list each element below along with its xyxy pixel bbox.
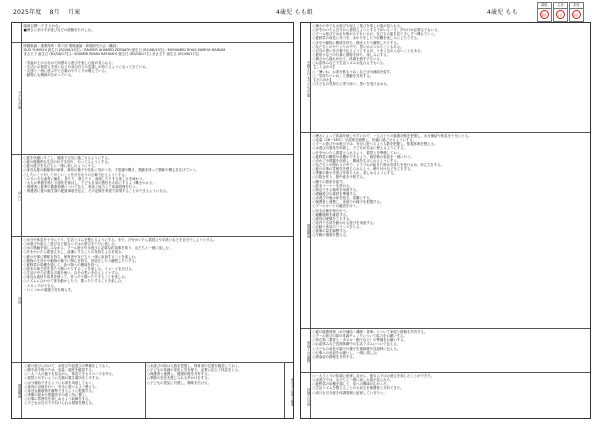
class-name-right: 4歳児 もも (487, 9, 518, 16)
environment-row (12, 363, 293, 418)
row-label: 評価と反省 (301, 373, 311, 418)
environment-right-column: ○水遊びの際は人数を把握し、保育者の位置を確認しておく。 ○子どもの体調の変化に気を配り、必要に応じて休息をとる。 ○保護者と連携し、健康状態を共有する。 ○季節の変化を感じられる声かけをする。 ○子どもの発見に共感し、興味を広げる。 保育者の援助と配慮 (146, 363, 294, 418)
row-label: 内容 (12, 237, 22, 362)
row-content: ○一人ひとりの体調に留意しながら、夏ならではの遊びを楽しむことができた。 ○水遊びでは、友だちと一緒に楽しむ姿が見られた。 ○夏野菜の収穫を通して、食への興味が広がった。 ○生活リズムを整えることの大切さを保護者と共有できた。 ○来月も引き続き体調管理に留意していきたい。 (312, 374, 435, 395)
row-content: ○夏を快適にすごし、健康で元気に過ごせるようにする。 ○夏の健康的な生活の仕方を知り、やってみようとする。 ○夏の遊びを友だちと一緒に楽しむようにする。 ○身近な夏の動植物の飼育、栽培の様子や変化に気がつき、不思議や驚き、感動を持って興味や関心を広げていく。 ○したいことやしてほしいことを自分なりの言葉で伝えようとする。 ・いろいろな素材に触れ、見たり、感じたり、表現したりする楽しさを味わう。 ・大人が季節を感じる感性を伸ばし、子ども自身の感性を大切にするよう働きかける。 ・保護者に夏季の健康管理について伝え、家庭と協力して体調管理を行う。 ・保護者に夏の衛生面の配慮事項を伝え、その記憶を家庭で再現することができるようになる。 (23, 156, 200, 194)
environment-setup-row (301, 133, 590, 329)
row-label (12, 23, 22, 42)
row-label: ねらい (12, 155, 22, 236)
row-label: 予想される子どもの姿 (301, 23, 311, 132)
stamp-box-teacher (569, 2, 584, 22)
plan-type: 月案 (67, 9, 81, 16)
side-label: 保育者の援助と配慮 (284, 363, 293, 418)
row-content: ○暑さによって体調を崩しやすいので、一人ひとりの健康状態を把握し、水分補給や休息を十分にとる。 ○室温（26〜28℃）や湿度を調整し、快適に過ごせるようにする。 ○プール遊びや水遊びでは、安全に遊べるよう人数を把握し、監視体制を整える。 ○水遊びの道具を用意し、子どもが自由に使えるようにする。 ○汗をかいたら着替えられるよう、着替えを準備しておく。 ○夏野菜の観察や収穫ができるよう、栽培物の世話を一緒に行う。 ○虫かごや図鑑を用意し、興味を広げられるようにする。 ○友だちとの関わりの中で、トラブルが起きた時は気持ちを受け止め、仲立ちをする。 ○夏の行事の雰囲気を感じられるよう、飾り付けなどを工夫する。 ○季節の歌や手遊びを取り入れ、楽しめるようにする。 ○日陰を作り、熱中症を予防する。 ○帽子の着用を促す。 ○絵本コーナーを設ける。 ○休息できる場所を用意する。 ○感触遊びの素材を準備する。 ○水遊びの後は体を拭き、清潔にする。 ○保護者と連携し、家庭での様子を把握する。 ○プールカードの確認を行う。 ○安全点検を毎日行う。 ○避難経路を確認する。 ○遊具の配置を工夫する。 ○室内でも体を動かせる遊びを用意する。 ○活動と休息のバランスをとる。 ○食事の量を調整する。 ○午睡の環境を整える。 (312, 134, 472, 238)
row-content: ○夏の健康管理（水分補給・睡眠・食事）について家庭と情報を共有する。 ○プール遊びの際の体調チェックについて協力をお願いする。 ○持ち物（着替え・タオル・帽子など）の準備をお願いする。 ○お盆休みなど長期休暇中の生活リズムについて伝える。 ○子どもの成長や園での様子を連絡帳や送迎時に伝える。 ○行事への参加をお願いし、一緒に楽しむ。 ○感染症の情報を共有する。 (312, 330, 428, 359)
stamp-box-chief (553, 2, 568, 22)
row-content: 除籍数値／重要保育・第３回 環境議論・新規研究大会（職員） DUO YUMICHI 誕生日 (R2/08/10生)／ZAHEER AHAMED ZEENATH 誕生日 (R2/08/19生)／MOHAMED RIYAS MARIYA MARIAM まさ王子 誕生日 (R2/08/17生)／SHAMMI RIHAN RAYYAN'S 誕生日 (R2/08/17生) まさ王子 誕生日 (R2/08/17生) ・気温が上がるなかで涼感ある遊びを楽しむ姿が見られる。 ・生活にお着替え手洗いなどの身辺自立の見通しが持てるようになってきている。 ・友達と一緒に遊ぶ中で言葉のやりとりが増えている。 ・動物にも興味が広がっている。 (23, 44, 226, 77)
row-content: ○水分や休息を十分にとり、生活リズムを整えるようにする。また、汗をかいたら着替えや手洗いなどを自分でしようとする。 ○水遊びや泥んこ遊びなど夏ならではの遊びを十分に楽しむ。 ○水の感触を楽しみながら、プール遊びや水遊びに必要な約束事を知り、友だちと一緒に楽しむ。 ○汗をかいたら着替えをし、清潔にすることの気持ちよさを知る。 ○夏の行事に興味を持ち、保育者や友だちと一緒に参加することを楽しむ。 ○植物の生長や小動物の様子に関心を持ち、世話をしたり観察したりする。 ○夏野菜の収穫を通して、食べ物への興味を持つ。 ○絵本や紙芝居を見たり聞いたりすることを楽しみ、イメージを広げる。 ○生活の中で必要な言葉を使い、自分の思いを伝えようとする。 ○身近な素材や用具を使って、作ったり描いたりすることを楽しむ。 ○リズムに合わせて体を動かしたり、歌ったりすることを楽しむ。 ・スキップができる。 ・いくつかの楽器で音を鳴らす。 (23, 238, 217, 292)
family-cooperation-row (301, 329, 590, 373)
evaluation-row (301, 373, 590, 418)
approval-stamps (536, 2, 584, 22)
row-label: 環境構成 (12, 363, 22, 418)
seal-stamp: 園長 (540, 10, 549, 19)
stamp-label: 主任 (554, 3, 567, 9)
row-content: 臨時目標（できるかな） ■暑さにまけず水遊びなどの経験をたのしむ。 (24, 24, 292, 42)
stamp-box-principal (537, 2, 552, 22)
environment-left-column: ○夏の遊びに向けて、水遊びや泥遊びの準備をしておく。 ○熱中症予防のため、室温・湿度を確認する。 ○一人一人の様子を見ながら、休息できるスペースを作る。 ○着替えやすいように衣類の置き場所を工夫する。 ○水分補給できるようにお茶を用意しておく。 ○遊具の点検を行い、安全に遊べるよう整える。 ○身近な動植物を観察できるように配置する。 ○季節の絵本や図鑑を手の届く所に置く。 ○行事の雰囲気を楽しめるよう装飾をする。 ○子どもが自分で片付けられる環境を整える。 (23, 363, 146, 418)
seal-stamp: 主任 (556, 10, 565, 19)
right-plan-panel (300, 22, 591, 419)
monthly-goal-title: 臨時目標（できるかな） (23, 24, 62, 28)
row-content: ○暑さの中でも水遊びや泥んこ遊びを楽しむ姿が見られる。 ○汗をかいたら自分から着替えようとする子がいる一方、声かけが必要な子もいる。 ○プール遊びでは水を怖がる子もいるが、友だちの姿を見て少しずつ慣れていく。 ○夏野菜の成長に気づき、水やりをしたり収穫を楽しみにしたりする。 ○虫や小動物に興味を持ち、捕まえたり観察したりする。 ○友だちとのやりとりの中で、思いがぶつかることもある。 ○自分の思いを言葉で伝えようとするが、うまく伝わらないこともある。 ○夏祭りなどの行事に期待を持ち、楽しみにする。 ○暑さから疲れが出て、体調を崩す子もいる。 ○お盆休みなどで生活リズムが乱れる子もいる。 【ことばかけ】 ○「暑いね、お茶を飲もうね」など水分補給を促す。 ○「気持ちいいね」と感触を共有する。 【そのほか】 ○子どもの気持ちに寄り添い、思いを受け止める。 (312, 24, 441, 86)
plan-year: 2025年度 (13, 9, 42, 16)
aims-row (12, 155, 293, 237)
row-label: 子どもの姿 (12, 43, 22, 154)
plan-month: 8月 (49, 9, 60, 16)
monthly-goal-row (12, 23, 293, 43)
children-state-row (12, 43, 293, 155)
class-name-center: 4歳児 もも組 (276, 9, 314, 16)
row-label: 家庭との連携 (301, 329, 311, 372)
contents-row (12, 237, 293, 363)
expected-children-row (301, 23, 590, 133)
row-label: 環境構成 (301, 133, 311, 328)
seal-stamp: 担任 (572, 10, 581, 19)
stamp-label: 担任 (570, 3, 583, 9)
stamp-label: 園長 (538, 3, 551, 9)
plan-header-left (13, 9, 86, 16)
left-plan-panel (11, 22, 294, 419)
